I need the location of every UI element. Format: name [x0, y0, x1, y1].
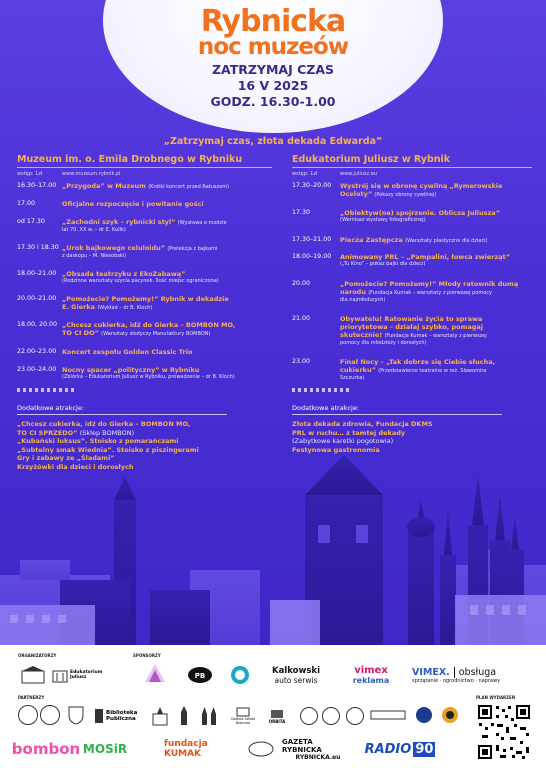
event-time: 17.30–20.00	[292, 182, 332, 189]
event-hours: GODZ. 16.30-1.00	[210, 94, 336, 109]
event-note: (Fundacja Kumak – warsztaty z pierwszej	[384, 333, 487, 339]
event-note: (Fundacja Kumak – warsztaty z pierwszej pomocy	[368, 290, 492, 296]
right-url[interactable]: www.juliusz.eu	[340, 171, 377, 177]
right-event	[292, 358, 532, 382]
gazeta-logo: GAZETA RYBNICKA RYBNICKA.eu	[282, 737, 341, 761]
tagline: ZATRZYMAJ CZAS	[211, 62, 335, 77]
title-line-1: Rybnicka	[200, 4, 346, 39]
event-time: 17.00	[17, 200, 36, 207]
event-title: Piecza Zastępcza	[340, 236, 403, 244]
right-event	[292, 182, 532, 199]
extra-item: „Subtelny smak Wiednia”. Stoisko z piszingerami	[17, 445, 199, 454]
left-url[interactable]: www.muzeum.rybnik.pl	[62, 171, 121, 177]
left-event	[17, 348, 272, 356]
extra-item: TO CI SPRZEDO” (Sklep BOMBON)	[17, 428, 135, 437]
partner-gold-circle-icon	[440, 705, 460, 725]
organizers-label: ORGANIZATORZY	[18, 653, 57, 658]
partner-wings-icon	[246, 739, 276, 759]
partner-church-icon	[198, 705, 220, 727]
edukatorium-logo: Edukatorium Juliusz	[52, 665, 112, 685]
event-title-cont: TO CI DO”	[62, 329, 99, 337]
right-extras-list	[292, 420, 433, 454]
motto: „Zatrzymaj czas, złota dekada Edwarda”	[163, 136, 383, 147]
plan-label: PLAN WYDARZEŃ	[476, 695, 516, 700]
left-entry: wstęp: 1zł	[17, 171, 43, 177]
event-title: Finał Nocy – „Tak dobrze się Ciebie słucha,	[340, 358, 496, 366]
partner-tower-icon	[176, 705, 192, 727]
event-sub: z daskopu – M. Niesobski)	[62, 253, 127, 259]
event-date: 16 V 2025	[237, 78, 309, 93]
vimex-reklama-logo: vimex reklama	[352, 665, 390, 685]
building-icon	[52, 667, 68, 683]
event-title-cont: cukierku”	[340, 366, 376, 374]
left-heading: Muzeum im. o. Emila Drobnego w Rybniku	[17, 154, 272, 168]
right-event	[292, 236, 532, 245]
svg-text:PB: PB	[194, 672, 206, 680]
event-time: 17.30	[292, 209, 311, 216]
radio90-logo: RADIO 90	[364, 741, 434, 757]
event-title: Obywatelu! Ratowanie życia to sprawa	[340, 315, 483, 323]
muzeum-logo-icon	[18, 665, 48, 685]
biblioteka-logo: Biblioteka Publiczna	[94, 705, 144, 727]
event-sub: (Rodzinne warsztaty szycia pacynek. Ilość miejsc ograniczona)	[62, 278, 219, 284]
event-sub: (Wernisaż wystawy fotograficznej)	[340, 217, 426, 223]
partner-emblem-icon	[40, 705, 60, 725]
event-note: (Przedstawienie teatralne w reż. Sławomira	[378, 368, 487, 374]
event-time: 16.30–17.00	[17, 182, 57, 189]
left-event	[17, 321, 272, 338]
event-time: 23.00–24.00	[17, 366, 57, 373]
extra-item: Złota dekada zdrowia, Fundacja DKMS	[292, 420, 433, 428]
extra-item: „Chcesz cukierka, idź do Gierka – BOMBON MO,	[17, 420, 191, 428]
event-title: Nocny spacer „polityczny” w Rybniku	[62, 366, 200, 374]
event-title: „Obiektyw(ne) spojrzenie. Oblicza Juliusza”	[340, 209, 500, 217]
left-event	[17, 200, 272, 208]
left-event	[17, 270, 272, 285]
title-line-2: noc muzeów	[197, 34, 349, 60]
city-skyline	[0, 455, 546, 645]
event-note: (Wystawa o modzie	[177, 220, 227, 226]
event-title-cont: narodu	[340, 288, 366, 296]
event-sub: pomocy dla młodzieży i dorosłych)	[340, 340, 427, 346]
partner-town-hall-icon	[150, 705, 170, 727]
event-title: „Obsada teatrzyku z EkoZabawą”	[62, 270, 186, 278]
event-title: „Pomożecie? Pomożemy!” Młody ratownik dumą	[340, 280, 519, 288]
event-title-cont: skutecznie!	[340, 331, 383, 339]
event-time: 22.00–23.00	[17, 348, 57, 355]
partner-blue-circle-icon	[414, 705, 434, 725]
event-time: 17.30–21.00	[292, 236, 332, 243]
right-heading: Edukatorium Juliusz w Rybnik	[292, 154, 532, 168]
event-sub: lat 70. XX w. – dr E. Kulik)	[62, 227, 126, 233]
sponsors-label: SPONSORZY	[133, 653, 161, 658]
partner-crest-icon	[322, 707, 340, 725]
extra-item: Festynowa gastronomia	[292, 445, 380, 454]
event-time: 20.00–21.00	[17, 295, 57, 302]
extra-item: Gry i zabawy ze „Śladami”	[17, 454, 115, 463]
left-event	[17, 182, 272, 191]
right-event	[292, 253, 532, 268]
event-time: 17.30 i 18.30	[17, 244, 59, 251]
galeria-logo: Galeria Sztuki Rzeczna	[228, 705, 258, 727]
orbit-icon	[270, 709, 284, 719]
qr-code[interactable]	[476, 703, 532, 761]
sponsor-badge-logo-icon	[186, 665, 214, 685]
square-icon	[236, 707, 250, 717]
left-event	[17, 244, 272, 260]
right-extras-heading: Dodatkowe atrakcje:	[292, 404, 502, 415]
vimex-obsluga-logo: VIMEX. obsługa sprzątanie · ogrodnictwo · naprawy	[412, 666, 501, 684]
divider-dashes	[17, 388, 77, 392]
event-sub: dla najmłodszych)	[340, 297, 386, 303]
kumak-logo: fundacja KUMAK	[164, 739, 208, 759]
event-time: od 17.30	[17, 218, 45, 225]
event-title: „Urok bajkowego celuloidu”	[62, 244, 166, 252]
event-title-cont: priorytetowa – działaj szybko, pomagaj	[340, 323, 484, 331]
event-title: „Przygoda” w Muzeum	[62, 182, 146, 190]
event-note: (Wykład – dr B. Kloch)	[97, 305, 153, 311]
left-extras-heading: Dodatkowe atrakcje:	[17, 404, 227, 415]
mosir-logo: MOSiR	[82, 742, 128, 756]
right-events	[292, 182, 532, 482]
event-title: „Zachodni szyk – rybnicki styl”	[62, 218, 176, 226]
sponsor-candle-logo-icon	[140, 661, 170, 685]
event-note: (Krótki koncert przed Ratuszem)	[148, 184, 230, 190]
extra-item: Krzyżówki dla dzieci i dorosłych	[17, 462, 134, 471]
partner-badge-icon	[346, 707, 364, 725]
event-sub: („Tu Kino” – pokaz bajki dla dzieci)	[340, 261, 426, 267]
event-note: (Warsztaty plastyczne dla dzieci)	[405, 238, 488, 244]
divider-dashes	[292, 388, 352, 392]
extra-item: „Kubański luksus”. Stoisko z pomarańczami	[17, 437, 179, 446]
book-icon	[94, 708, 104, 724]
left-events	[17, 182, 272, 482]
bombon-logo: bombon	[11, 740, 81, 758]
event-sub: Szczurka)	[340, 375, 365, 381]
event-title-cont: Oceloty”	[340, 190, 373, 198]
kalkowski-logo: Kalkowski auto serwis	[272, 665, 320, 685]
event-time: 18.00–21.00	[17, 270, 57, 277]
event-title: Koncert zespołu Golden Classic Trio	[62, 348, 193, 356]
right-meta	[292, 171, 532, 177]
event-title-cont: E. Gierka	[62, 303, 96, 311]
partner-seal-icon	[18, 705, 38, 725]
extra-note: (Zabytkowe karetki pogotowia)	[292, 437, 394, 446]
partner-scout-icon	[300, 707, 318, 725]
left-column	[17, 154, 272, 482]
event-title: Wystrój się w obronę cywilną „Rymerowskie	[340, 182, 503, 190]
right-event	[292, 209, 532, 224]
event-sub: (Zbiórka – Edukatorium Juliusz w Rybniku, prowadzenie – dr B. Kloch)	[62, 374, 235, 380]
right-event	[292, 280, 532, 304]
right-column	[292, 154, 532, 482]
partner-shield-icon	[64, 705, 88, 725]
left-meta	[17, 171, 272, 177]
event-time: 21.00	[292, 315, 311, 322]
event-title: Animowany PRL – „Pampalini, łowca zwierząt”	[340, 253, 510, 261]
orbita-logo: ORBITA	[262, 705, 292, 727]
event-time: 18.00–19.00	[292, 253, 332, 260]
event-time: 18.00, 20.00	[17, 321, 58, 328]
left-event	[17, 366, 272, 381]
extra-item: PRL w ruchu… z tamtej dekady	[292, 428, 406, 437]
left-event	[17, 218, 272, 234]
right-entry: wstęp: 1zł	[292, 171, 318, 177]
left-event	[17, 295, 272, 312]
event-note: (Warsztaty słodyczy Manufaktury BOMBON)	[101, 331, 211, 337]
footer	[0, 645, 546, 768]
event-title: „Pomożecie? Pomożemy!” Rybnik w dekadzie	[62, 295, 229, 303]
event-time: 23.00	[292, 358, 311, 365]
partners-label: PARTNERZY	[18, 695, 45, 700]
sponsor-circle-logo-icon	[230, 665, 250, 685]
extra-note: (Sklep BOMBON)	[79, 428, 135, 437]
event-time: 20.00	[292, 280, 311, 287]
event-title: „Chcesz cukierka, idź do Gierka – BOMBON MO,	[62, 321, 236, 329]
event-title: Oficjalne rozpoczęcie i powitanie gości	[62, 200, 204, 208]
right-event	[292, 315, 532, 347]
event-note: (Prelekcja z bajkami	[167, 246, 218, 252]
event-note: (Pokazy obrony cywilnej)	[374, 192, 437, 198]
partner-wide-logo-icon	[368, 707, 408, 723]
